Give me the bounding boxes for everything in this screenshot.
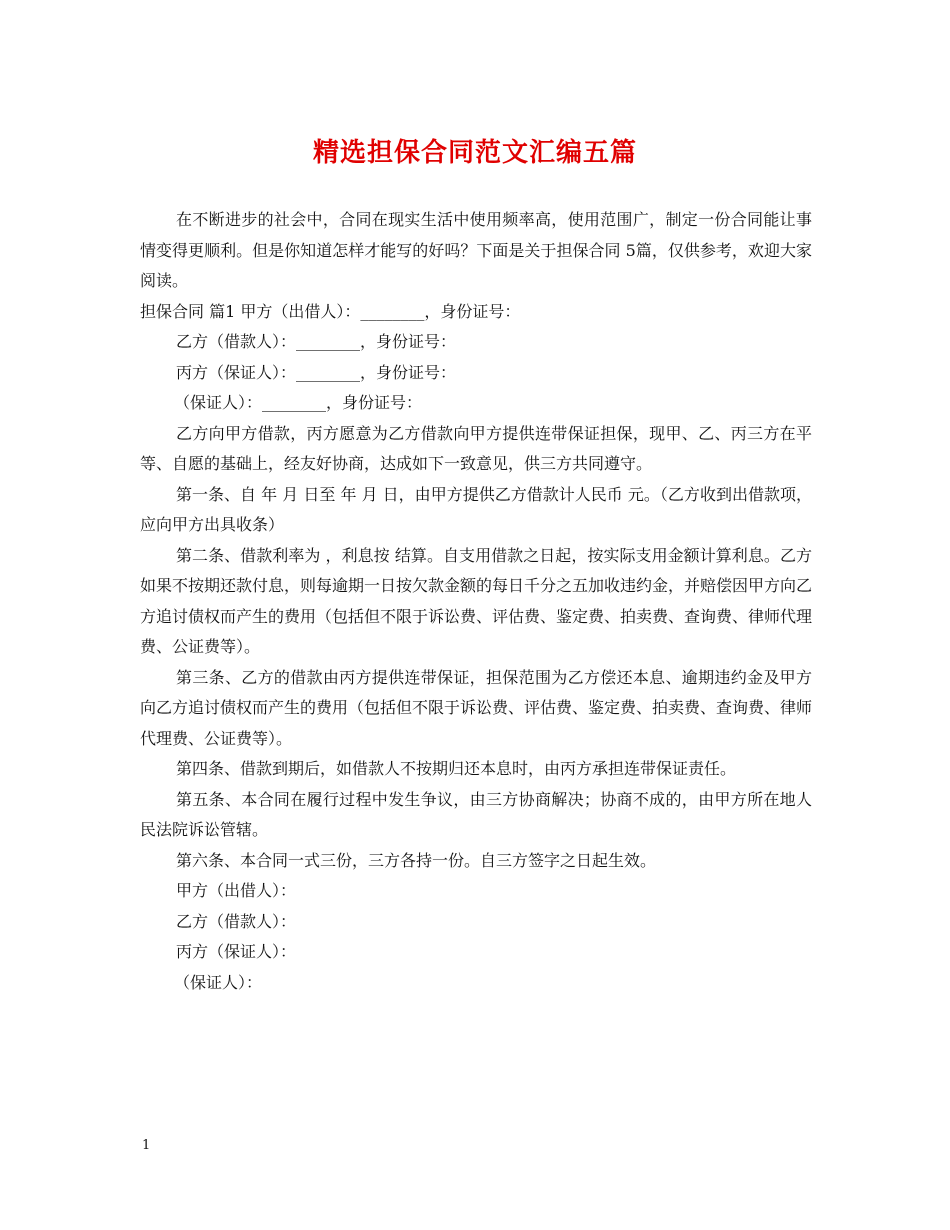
contract-heading-line: 担保合同 篇1 甲方（出借人）：________，身份证号： [140,301,521,321]
intro-paragraph: 在不断进步的社会中，合同在现实生活中使用频率高，使用范围广，制定一份合同能让事情变得更顺利。但是你知道怎样才能写的好吗？下面是关于担保合同 5篇，仅供参考，欢迎大家阅读。 [140,210,812,290]
signature-lender: 甲方（出借人）： [176,881,297,900]
document-title: 精选担保合同范文汇编五篇 [312,138,637,168]
article-4: 第四条、借款到期后，如借款人不按期归还本息时，由丙方承担连带保证责任。 [176,759,737,778]
article-2: 第二条、借款利率为 ，利息按 结算。自支用借款之日起，按实际支用金额计算利息。乙方如果不按期还款付息，则每逾期一日按欠款金额的每日千分之五加收违约金，并赔偿因甲方向乙方追讨债权而产生的费用（包括但不限于诉讼费、评估费、鉴定费、拍卖费、查询费、律师代理费、公证费等）。 [140,545,813,656]
preamble-paragraph: 乙方向甲方借款，丙方愿意为乙方借款向甲方提供连带保证担保，现甲、乙、丙三方在平等、自愿的基础上，经友好协商，达成如下一致意见，供三方共同遵守。 [140,423,812,473]
article-6: 第六条、本合同一式三份，三方各持一份。自三方签字之日起生效。 [176,850,657,870]
article-1: 第一条、自 年 月 日至 年 月 日，由甲方提供乙方借款计人民币 元。（乙方收到出借款项，应向甲方出具收条） [140,484,812,534]
guarantor-line: 丙方（保证人）：________，身份证号： [176,362,457,382]
document-body [140,205,812,998]
signature-guarantor: 丙方（保证人）： [176,942,297,961]
page-number: 1 [142,1138,151,1153]
article-3: 第三条、乙方的借款由丙方提供连带保证，担保范围为乙方偿还本息、逾期违约金及甲方向乙方追讨债权而产生的费用（包括但不限于诉讼费、评估费、鉴定费、拍卖费、查询费、律师代理费、公证费等）。 [140,667,813,748]
signature-second-guarantor: （保证人）： [174,972,263,992]
article-5: 第五条、本合同在履行过程中发生争议，由三方协商解决；协商不成的，由甲方所在地人民法院诉讼管辖。 [140,789,812,839]
second-guarantor-line: （保证人）：________，身份证号： [174,393,423,412]
signature-borrower: 乙方（借款人）： [176,911,297,931]
borrower-line: 乙方（借款人）：________，身份证号： [176,332,457,351]
